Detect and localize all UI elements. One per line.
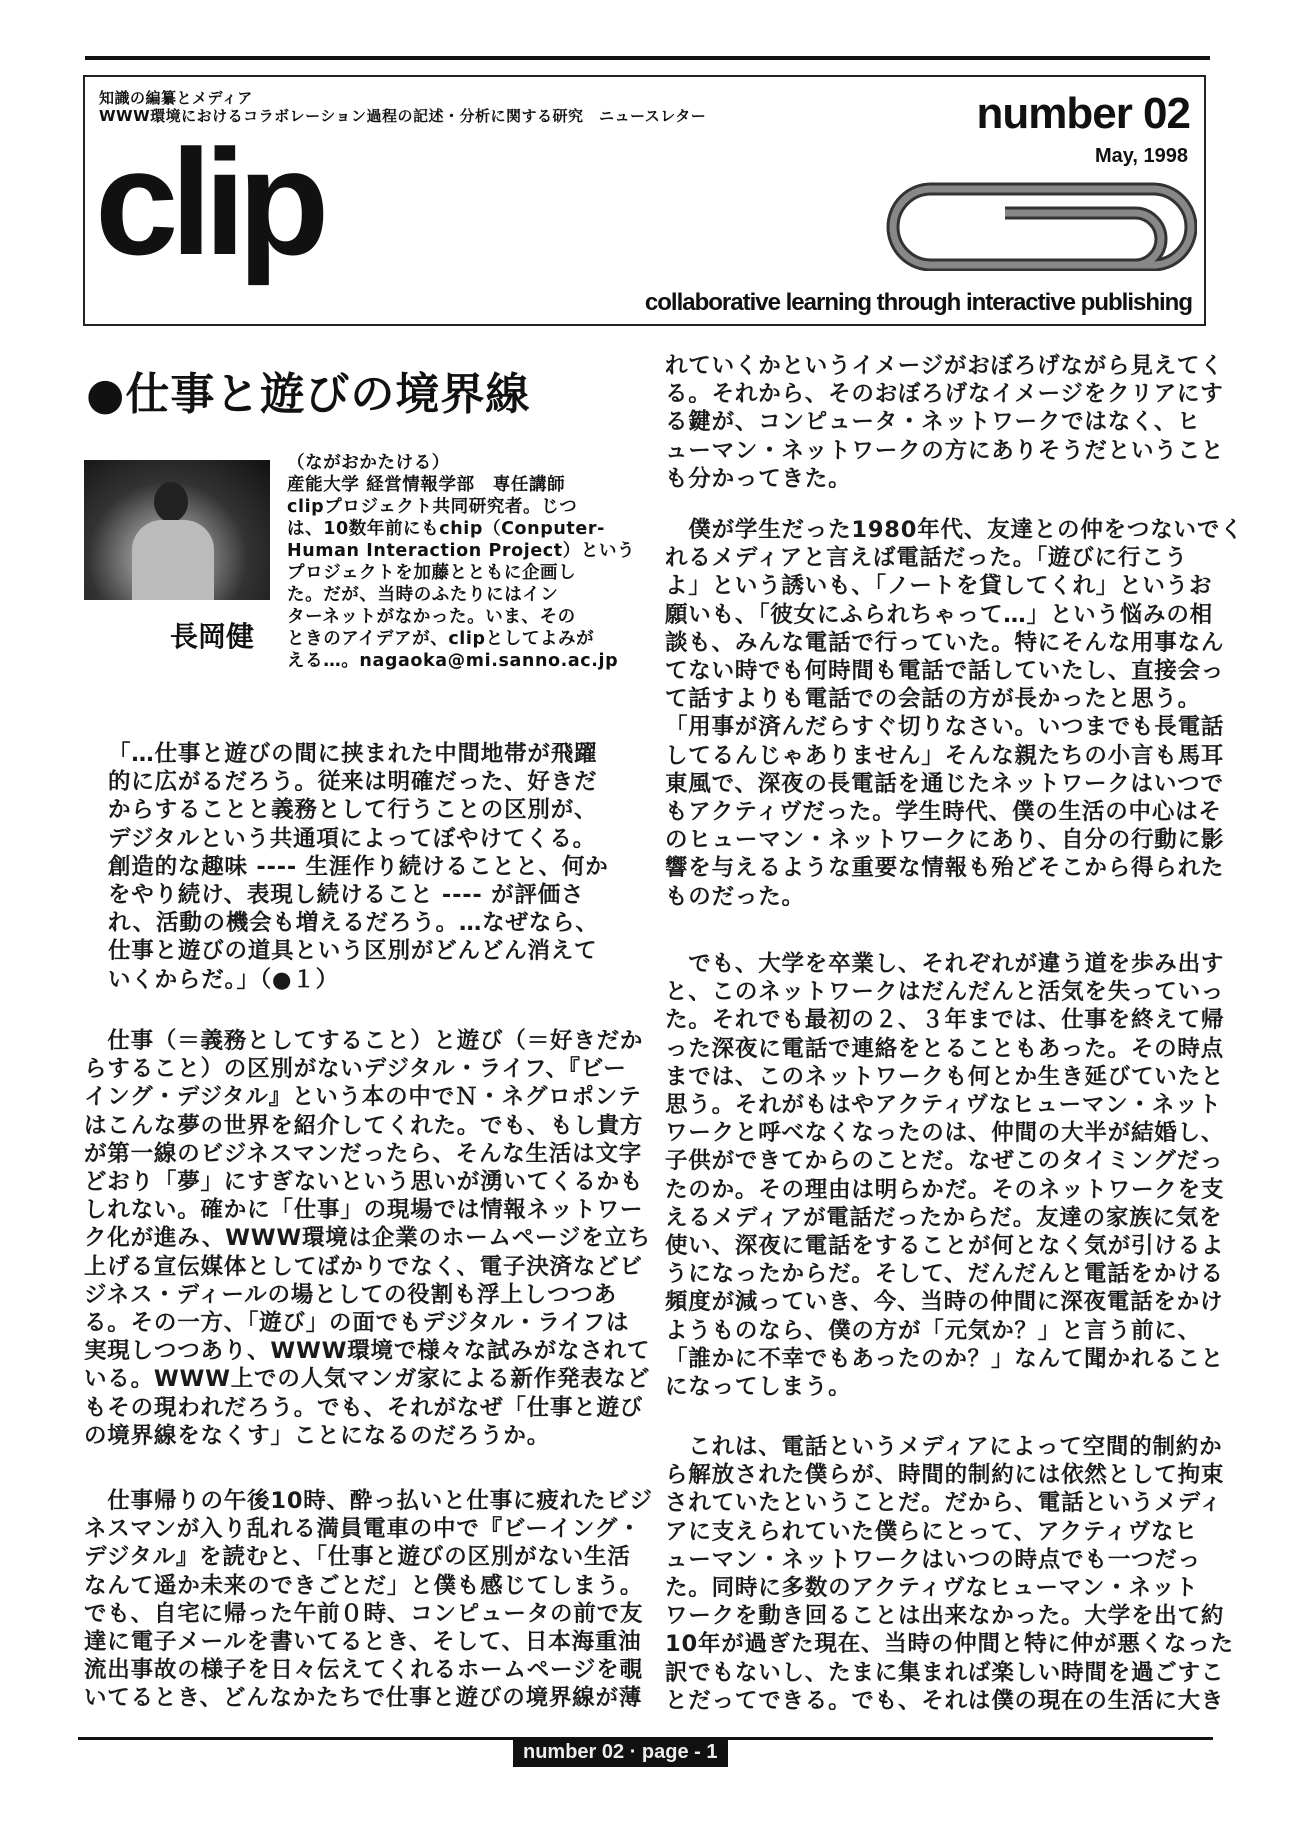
masthead-subtitle: 知識の編纂とメディア [99, 89, 253, 107]
author-name: 長岡健 [170, 620, 255, 653]
paragraph: でも、大学を卒業し、それぞれが違う道を歩み出す と、このネットワークはだんだんと活気を失っていっ た。それでも最初の２、３年までは、仕事を終えて帰 った深夜に電話で連絡をとることもあった。その時点 までは、このネットワークも何とか生き延びていたと 思う。それがもはやアクティヴなヒューマン・ネット ワークと呼べなくなったのは、仲間の大半が結婚し、 子供ができてからのことだ。なぜこのタイミングだっ たのか。その理由は明らかだ。そのネットワークを支 えるメディアが電話だったからだ。友達の家族に気を 使い、深夜に電話をすることが何となく気が引けるよ うになったからだ。そして、だんだんと電話をかける 頻度が減っていき、今、当時の仲間に深夜電話をかけ ようものなら、僕の方が「元気か？」と言う前に、 「誰かに不幸でもあったのか？」なんて聞かれること になってしまう。 [665, 951, 1225, 1401]
author-photo [84, 460, 270, 600]
paragraph: れていくかというイメージがおぼろげながら見えてく る。それから、そのおぼろげなイメージをクリアにす る鍵が、コンピュータ・ネットワークではなく、ヒ ューマン・ネットワークの方にありそうだということ も分かってきた。 [665, 353, 1225, 492]
article-title: ●仕事と遊びの境界線 [86, 369, 531, 420]
paperclip-icon [885, 181, 1197, 271]
paragraph: これは、電話というメディアによって空間的制約か ら解放された僕らが、時間的制約には依然として拘束 されていたということだ。だから、電話というメディ アに支えられていた僕らにとって、アクティヴなヒ ューマン・ネットワークはいつの時点でも一つだっ た。同時に多数のアクティヴなヒューマン・ネット ワークを動き回ることは出来なかった。大学を出て約 10年が過ぎた現在、当時の仲間と特に仲が悪くなった 訳でもないし、たまに集まれば楽しい時間を過ごすこ とだってできる。でも、それは僕の現在の生活に大き [665, 1434, 1234, 1714]
tagline: collaborative learning through interactive publishing [644, 289, 1192, 316]
paragraph: 仕事（＝義務としてすること）と遊び（＝好きだか らすること）の区別がないデジタル・ライフ、『ビー イング・デジタル』という本の中でＮ・ネグロポンテ はこんな夢の世界を紹介してくれた。でも、もし貴方 が第一線のビジネスマンだったら、そんな生活は文字 どおり「夢」にすぎないという思いが湧いてくるかも しれない。確かに「仕事」の現場では情報ネットワー ク化が進み、WWW環境は企業のホームページを立ち 上げる宣伝媒体としてばかりでなく、電子決済などビ ジネス・ディールの場としての役割も浮上しつつあ る。その一方、「遊び」の面でもデジタル・ライフは 実現しつつあり、WWW環境で様々な試みがなされて いる。WWW上での人気マンガ家による新作発表など もその現われだろう。でも、それがなぜ「仕事と遊び の境界線をなくす」ことになるのだろうか。 [84, 1028, 652, 1449]
page-footer: number 02 · page - 1 [513, 1739, 728, 1767]
clip-logo: clip [95, 118, 322, 286]
masthead [83, 75, 1206, 326]
paragraph: 仕事帰りの午後10時、酔っ払いと仕事に疲れたビジ ネスマンが入り乱れる満員電車の中で『ビーイング・ デジタル』を読むと、「仕事と遊びの区別がない生活 なんて遥か未来のできごとだ」と僕も感じてしまう。 でも、自宅に帰った午前０時、コンピュータの前で友 達に電子メールを書いてるとき、そして、日本海重油 流出事故の様子を日々伝えてくれるホームページを覗 いてるとき、どんなかたちで仕事と遊びの境界線が薄 [84, 1488, 653, 1712]
masthead-subtitle-2: WWW環境におけるコラボレーション過程の記述・分析に関する研究 ニュースレター [99, 107, 707, 125]
pull-quote: 「…仕事と遊びの間に挟まれた中間地帯が飛躍 的に広がるだろう。従来は明確だった、好きだ からすることと義務として行うことの区別が、 デジタルという共通項によってぼやけてくる。 創造的な趣味 ---- 生涯作り続けることと、何か をやり続け、表現し続けること ---- が評価さ れ、活動の機会も増えるだろう。…なぜなら、 仕事と遊びの道具という区別がどんどん消えて いくからだ。」（●１） [108, 741, 609, 993]
top-rule [85, 56, 1210, 60]
paragraph: 僕が学生だった1980年代、友達との仲をつないでく れるメディアと言えば電話だった。「遊びに行こう よ」という誘いも、「ノートを貸してくれ」というお 願いも、「彼女にふられちゃって…」という悩みの相 談も、みんな電話で行っていた。特にそんな用事なん てない時でも何時間も電話で話していたし、直接会っ て話すよりも電話での会話の方が長かったと思う。 「用事が済んだらすぐ切りなさい。いつまでも長電話 してるんじゃありません」そんな親たちの小言も馬耳 東風で、深夜の長電話を通じたネットワークはいつで もアクティヴだった。学生時代、僕の生活の中心はそ のヒューマン・ネットワークにあり、自分の行動に影 響を与えるような重要な情報も殆どそこから得られた ものだった。 [665, 517, 1244, 910]
author-bio: （ながおかたける） 産能大学 経営情報学部 専任講師 clipプロジェクト共同研究者。じつ は、10数年前にもchip（Conputer- Human Interaction Project）という プロジェクトを加藤とともに企画し た。だが、当時のふたりにはイン ターネットがなかった。いま、その ときのアイデアが、clipとしてよみが える…。nagaoka@mi.sanno.ac.jp [287, 453, 636, 671]
issue-date: May, 1998 [1094, 145, 1188, 167]
issue-number: number 02 [976, 89, 1190, 138]
